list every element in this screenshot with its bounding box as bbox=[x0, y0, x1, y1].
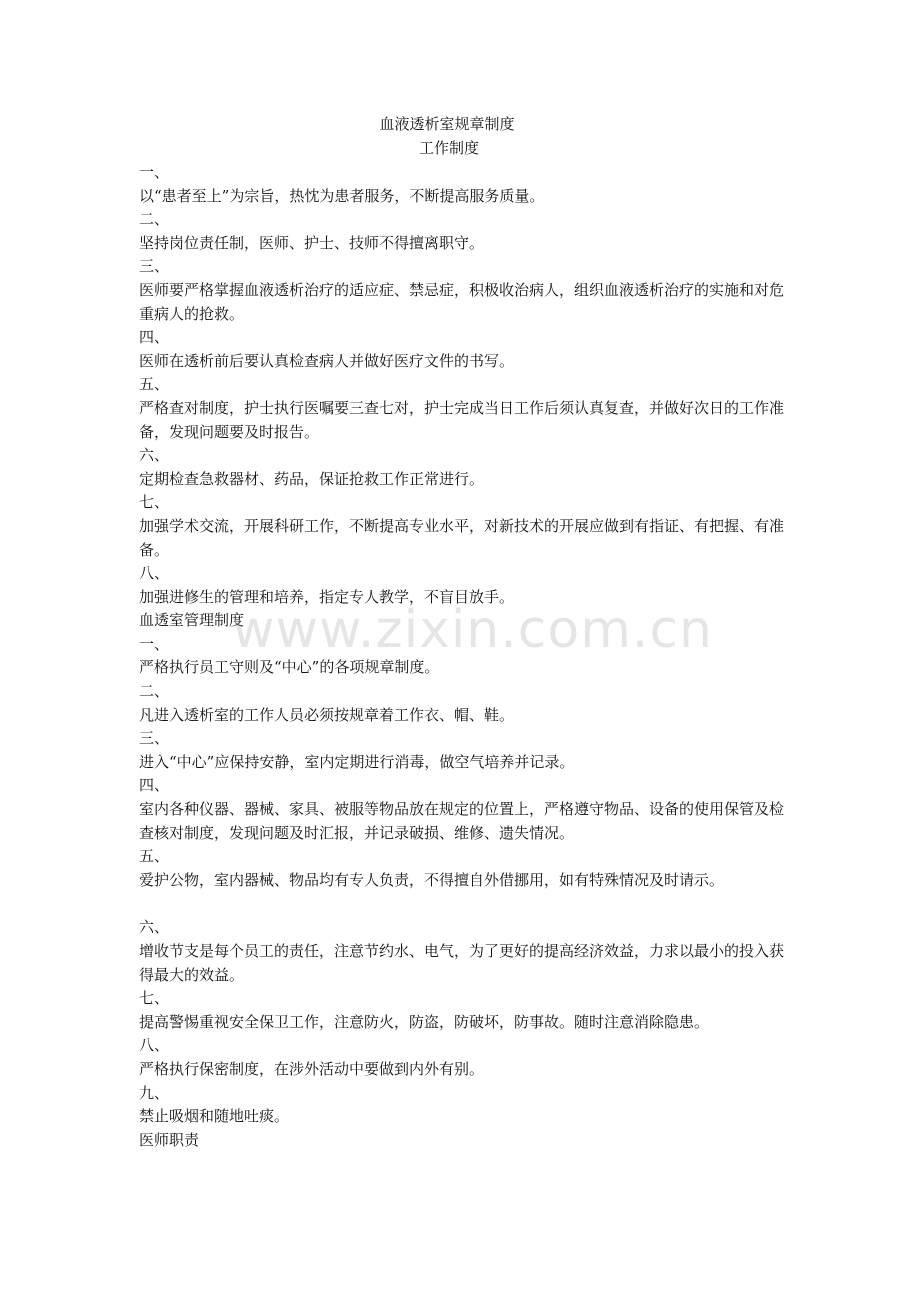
item-text: 爱护公物，室内器械、物品均有专人负责，不得擅自外借挪用，如有特殊情况及时请示。 bbox=[139, 870, 725, 889]
item-text: 严格执行保密制度，在涉外活动中要做到内外有别。 bbox=[139, 1059, 485, 1078]
item-number: 七、 bbox=[139, 989, 170, 1008]
item-text: 医师在透析前后要认真检查病人并做好医疗文件的书写。 bbox=[139, 351, 515, 370]
item-number: 一、 bbox=[139, 634, 170, 653]
item-number: 九、 bbox=[139, 1083, 170, 1102]
document-title: 血液透析室规章制度 bbox=[379, 115, 515, 133]
item-number: 五、 bbox=[139, 847, 170, 866]
item-text: 加强学术交流，开展科研工作，不断提高专业水平，对新技术的开展应做到有指证、有把握、有准备。 bbox=[139, 516, 785, 559]
item-text: 严格查对制度，护士执行医嘱要三查七对，护士完成当日工作后须认真复查，并做好次日的工作准备，发现问题要及时报告。 bbox=[139, 398, 785, 441]
item-number: 二、 bbox=[139, 210, 170, 229]
item-number: 一、 bbox=[139, 163, 170, 181]
item-text: 以“患者至上”为宗旨，热忱为患者服务，不断提高服务质量。 bbox=[139, 186, 545, 205]
item-text: 加强进修生的管理和培养，指定专人教学，不盲目放手。 bbox=[139, 587, 515, 606]
item-number: 八、 bbox=[139, 564, 170, 583]
item-number: 三、 bbox=[139, 729, 170, 748]
item-number: 六、 bbox=[139, 446, 170, 465]
section-heading-doctor: 医师职责 bbox=[139, 1130, 200, 1149]
item-text: 禁止吸烟和随地吐痰。 bbox=[139, 1107, 290, 1126]
item-text: 增收节支是每个员工的责任，注意节约水、电气，为了更好的提高经济效益，力求以最小的投入获得最大的效益。 bbox=[139, 942, 785, 984]
item-number: 八、 bbox=[139, 1036, 170, 1055]
item-number: 七、 bbox=[139, 493, 170, 512]
item-text: 严格执行员工守则及“中心”的各项规章制度。 bbox=[139, 658, 440, 677]
item-text: 进入“中心”应保持安静，室内定期进行消毒，做空气培养并记录。 bbox=[139, 752, 575, 771]
item-text: 定期检查急救器材、药品，保证抢救工作正常进行。 bbox=[139, 469, 485, 488]
watermark: www.zixin.com.cn bbox=[232, 600, 713, 660]
item-text: 提高警惕重视安全保卫工作，注意防火，防盗，防破坏，防事故。随时注意消除隐患。 bbox=[139, 1012, 710, 1031]
item-text: 坚持岗位责任制，医师、护士、技师不得擅离职守。 bbox=[139, 233, 485, 252]
item-number: 三、 bbox=[139, 257, 170, 276]
item-text: 室内各种仪器、器械、家具、被服等物品放在规定的位置上，严格遵守物品、设备的使用保管及检查核对制度，发现问题及时汇报，并记录破损、维修、遗失情况。 bbox=[139, 800, 785, 842]
blank-line bbox=[139, 892, 784, 916]
section-heading-management: 血透室管理制度 bbox=[139, 611, 245, 630]
item-number: 二、 bbox=[139, 682, 170, 701]
item-number: 四、 bbox=[139, 328, 170, 347]
item-text: 医师要严格掌握血液透析治疗的适应症、禁忌症，积极收治病人，组织血液透析治疗的实施和对危重病人的抢救。 bbox=[139, 280, 785, 323]
item-number: 五、 bbox=[139, 375, 170, 394]
item-number: 四、 bbox=[139, 776, 170, 795]
item-text: 凡进入透析室的工作人员必须按规章着工作衣、帽、鞋。 bbox=[139, 705, 515, 724]
section-title-work: 工作制度 bbox=[418, 139, 479, 157]
item-number: 六、 bbox=[139, 918, 170, 937]
document-body bbox=[139, 161, 784, 1152]
